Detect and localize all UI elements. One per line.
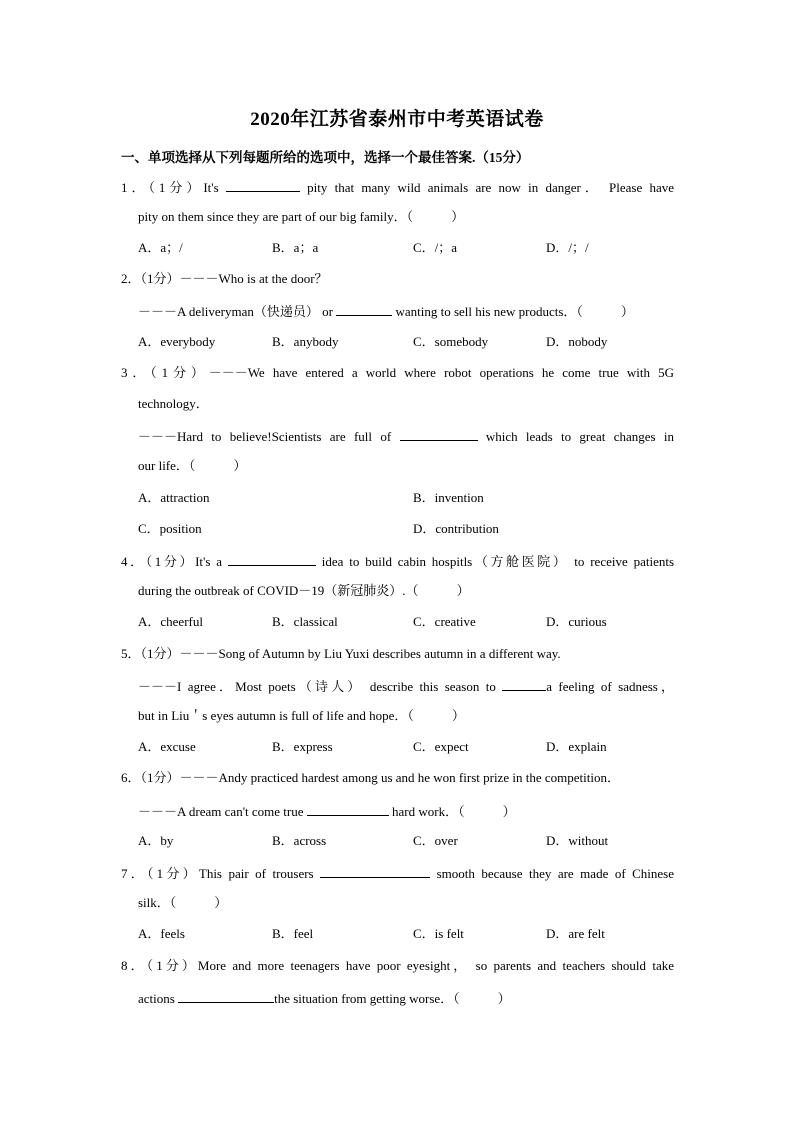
answer-blank — [178, 988, 274, 1003]
answer-blank — [320, 863, 430, 878]
question-1-line-1: 1．（1分）It's pity that many wild animals are now in danger． Please have — [121, 177, 674, 195]
q5-option-a: A．excuse — [138, 739, 196, 754]
question-4-line-1: 4．（1分）It's a idea to build cabin hospitls（方舱医院） to receive patients — [121, 551, 674, 569]
q2-option-a: A．everybody — [138, 334, 216, 349]
q6-option-a: A．by — [138, 833, 174, 848]
q4-option-c: C．creative — [413, 614, 476, 629]
q3-option-a: A．attraction — [138, 490, 210, 505]
answer-blank — [400, 426, 478, 441]
q4-option-a: A．cheerful — [138, 614, 203, 629]
q1-option-a: A．a；/ — [138, 240, 183, 255]
answer-blank — [502, 676, 546, 691]
question-2-line-2: －－－A deliveryman（快递员） or wanting to sell his new products．（ ） — [138, 301, 674, 319]
question-4-line-2: during the outbreak of COVID－19（新冠肺炎）.（ ） — [138, 583, 470, 598]
exam-title: 2020年江苏省泰州市中考英语试卷 — [250, 109, 544, 130]
question-8-line-1: 8．（1分）More and more teenagers have poor eyesight， so parents and teachers should take — [121, 958, 674, 973]
question-2-line-1: 2．（1分）－－－Who is at the door？ — [121, 271, 328, 286]
q7-option-c: C．is felt — [413, 926, 464, 941]
q2-option-c: C．somebody — [413, 334, 489, 349]
answer-blank — [307, 801, 389, 816]
q2-option-d: D．nobody — [546, 334, 608, 349]
q3-option-d: D．contribution — [413, 521, 499, 536]
question-8-line-2: actions the situation from getting worse．（ ） — [138, 988, 674, 1006]
answer-blank — [228, 551, 316, 566]
answer-blank — [336, 301, 392, 316]
q6-option-b: B．across — [272, 833, 327, 848]
question-5-line-3: but in Liu＇s eyes autumn is full of life and hope．（ ） — [138, 708, 465, 723]
answer-blank — [226, 177, 300, 192]
q7-option-b: B．feel — [272, 926, 314, 941]
question-3-line-4: our life．（ ） — [138, 458, 247, 473]
q3-option-c: C．position — [138, 521, 202, 536]
q2-option-b: B．anybody — [272, 334, 339, 349]
q5-option-d: D．explain — [546, 739, 607, 754]
q7-option-d: D．are felt — [546, 926, 605, 941]
question-3-line-3: －－－Hard to believe!Scientists are full of which leads to great changes in — [138, 426, 674, 444]
question-5-line-2: －－－I agree．Most poets（诗人） describe this season to a feeling of sadness， — [138, 676, 674, 694]
question-1-line-2: pity on them since they are part of our big family．（ ） — [138, 209, 465, 224]
question-7-line-2: silk．（ ） — [138, 895, 228, 910]
question-6-line-2: －－－A dream can't come true hard work．（ ） — [138, 801, 674, 819]
q1-option-b: B．a；a — [272, 240, 319, 255]
question-3-line-2: technology． — [138, 396, 209, 411]
q4-option-b: B．classical — [272, 614, 338, 629]
question-6-line-1: 6．（1分）－－－Andy practiced hardest among us and he won first prize in the competition． — [121, 770, 620, 785]
question-5-line-1: 5．（1分）－－－Song of Autumn by Liu Yuxi describes autumn in a different way. — [121, 646, 561, 661]
q6-option-d: D．without — [546, 833, 609, 848]
q1-option-c: C．/；a — [413, 240, 458, 255]
question-7-line-1: 7．（1分）This pair of trousers smooth because they are made of Chinese — [121, 863, 674, 881]
question-3-line-1: 3．（1分）－－－We have entered a world where robot operations he come true with 5G — [121, 365, 674, 380]
q3-option-b: B．invention — [413, 490, 484, 505]
q6-option-c: C．over — [413, 833, 458, 848]
q7-option-a: A．feels — [138, 926, 185, 941]
q5-option-c: C．expect — [413, 739, 469, 754]
q4-option-d: D．curious — [546, 614, 607, 629]
q1-option-d: D．/；/ — [546, 240, 589, 255]
section-heading: 一、单项选择从下列每题所给的选项中，选择一个最佳答案.（15分） — [121, 150, 530, 165]
q5-option-b: B．express — [272, 739, 333, 754]
